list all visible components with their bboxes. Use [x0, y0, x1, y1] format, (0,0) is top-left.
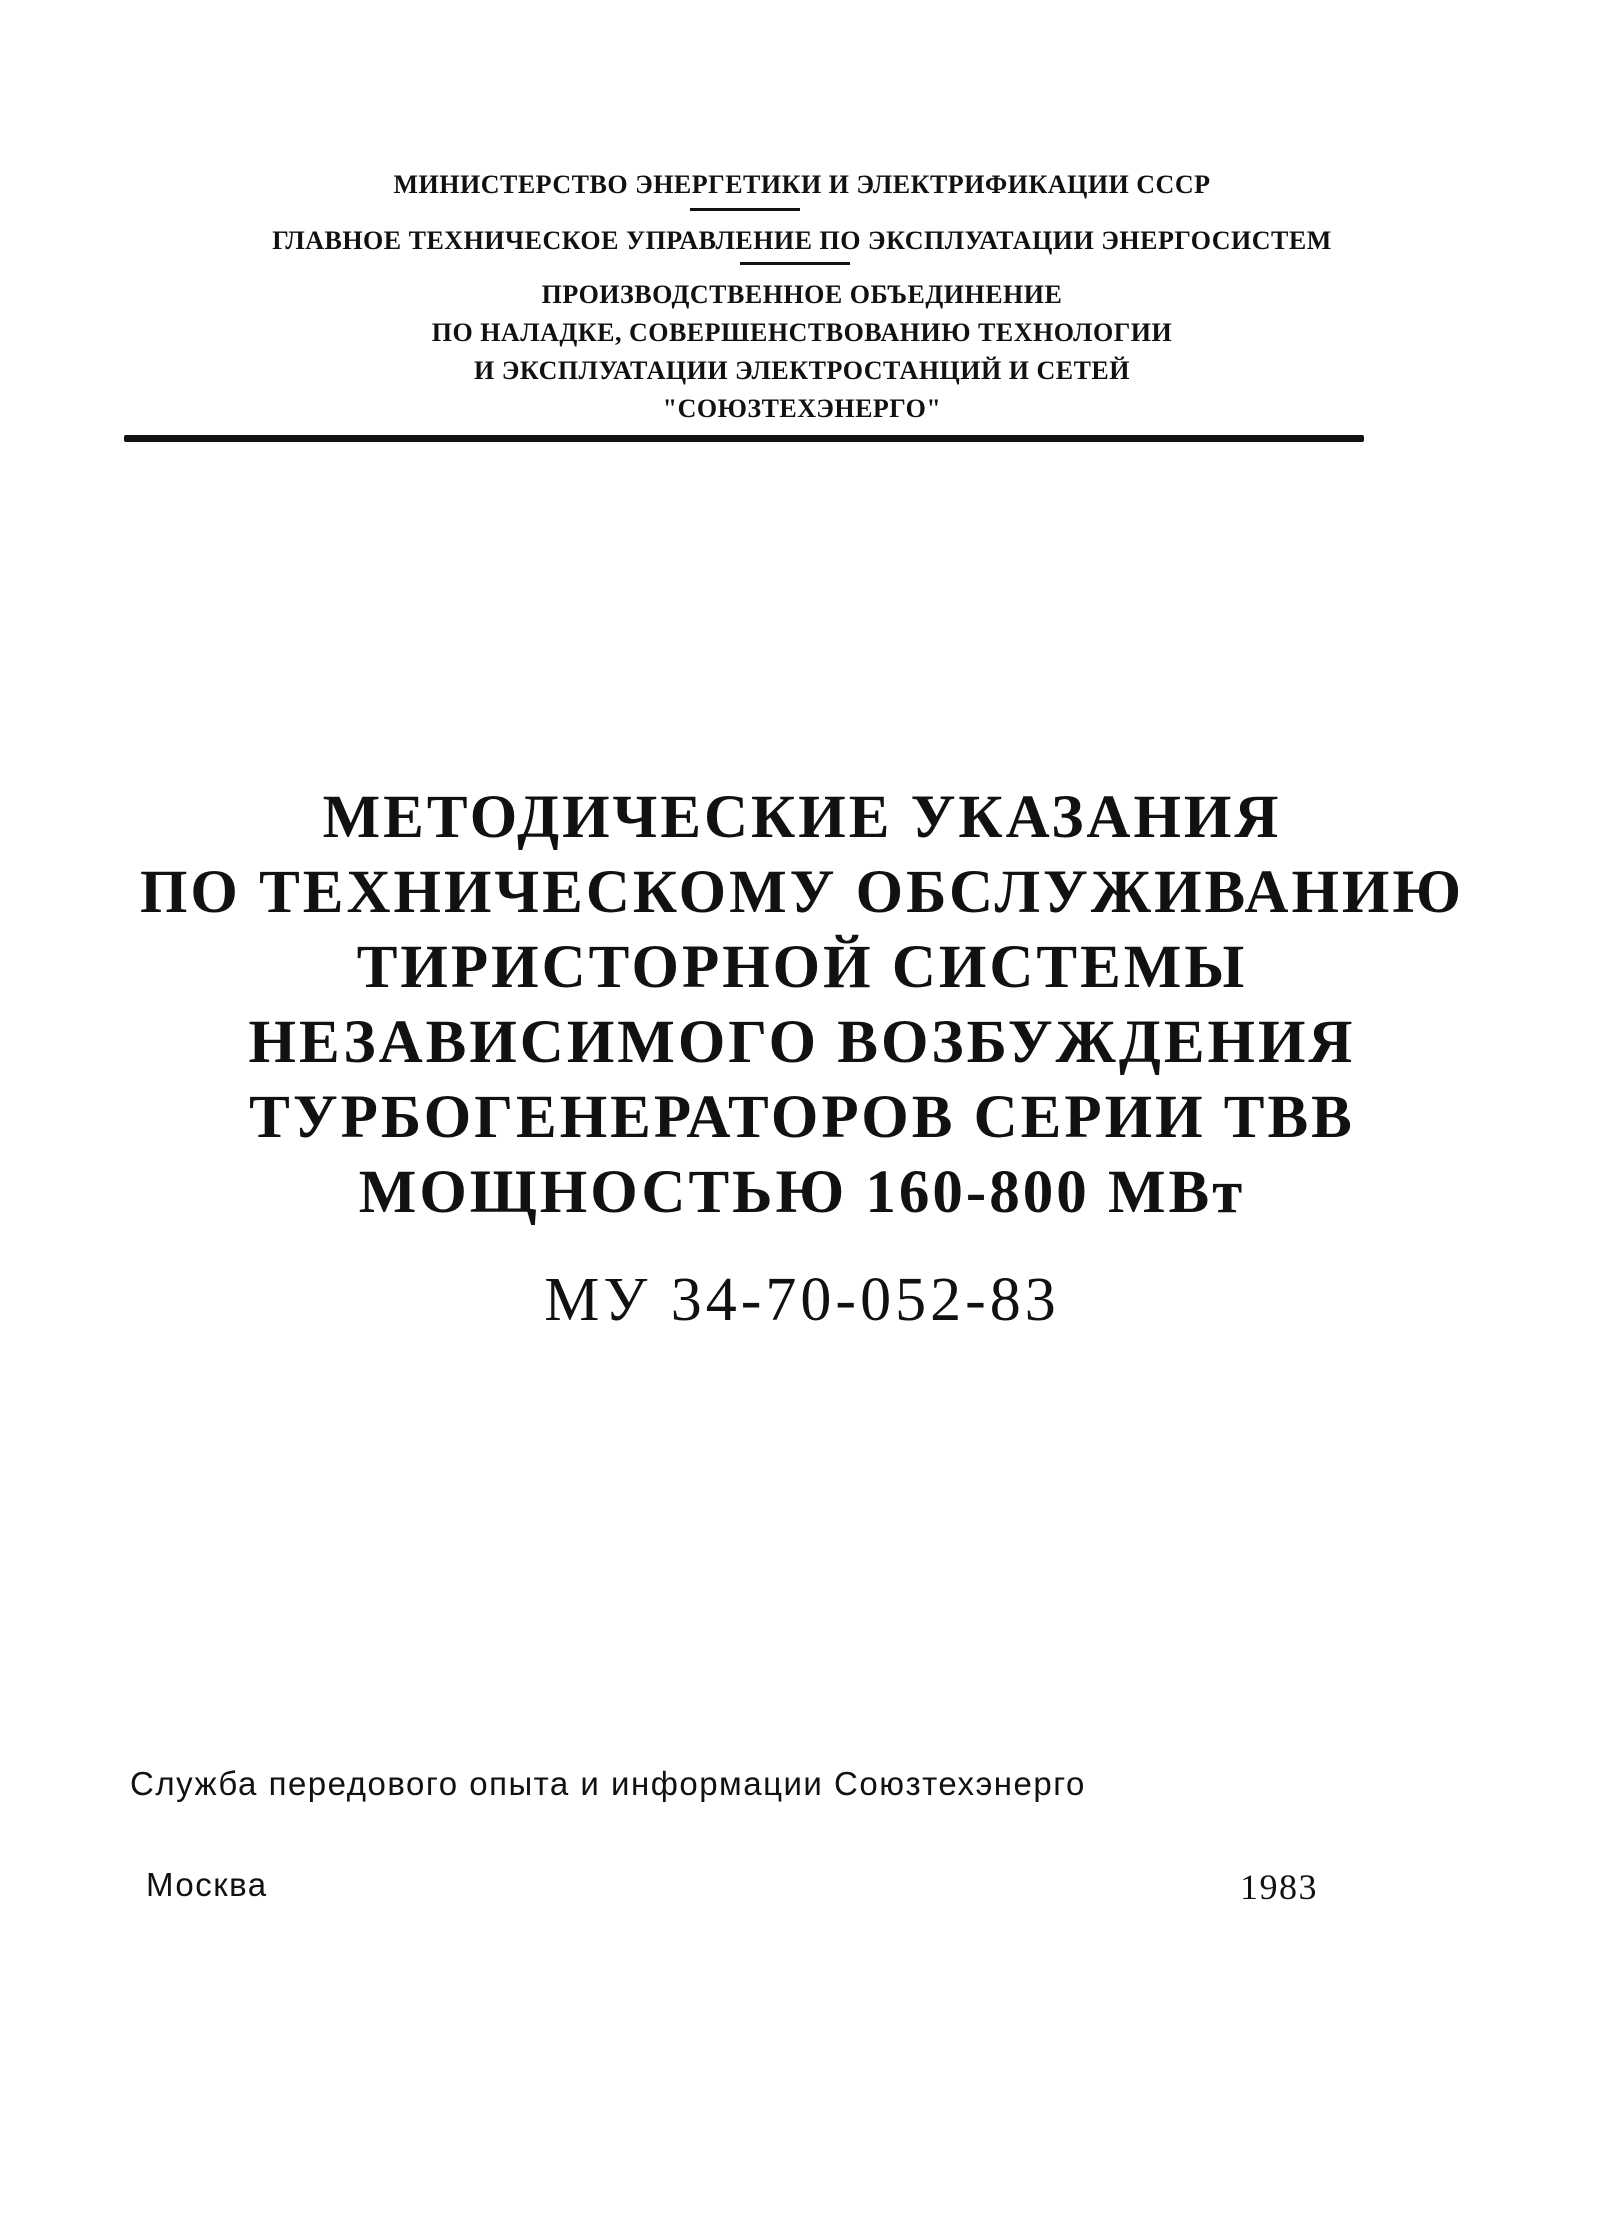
title-line-4: НЕЗАВИСИМОГО ВОЗБУЖДЕНИЯ [248, 1009, 1356, 1076]
org-line-3: И ЭКСПЛУАТАЦИИ ЭЛЕКТРОСТАНЦИЙ И СЕТЕЙ [474, 356, 1130, 385]
document-code: МУ 34-70-052-83 [544, 1266, 1060, 1334]
org-line-1: ПРОИЗВОДСТВЕННОЕ ОБЪЕДИНЕНИЕ [541, 280, 1063, 309]
title-line-5: ТУРБОГЕНЕРАТОРОВ СЕРИИ ТВВ [249, 1084, 1355, 1151]
title-line-1: МЕТОДИЧЕСКИЕ УКАЗАНИЯ [322, 784, 1282, 851]
separator-dash [690, 208, 800, 211]
title-line-2: ПО ТЕХНИЧЕСКОМУ ОБСЛУЖИВАНИЮ [139, 859, 1465, 926]
city: Москва [146, 1866, 268, 1903]
department-line: ГЛАВНОЕ ТЕХНИЧЕСКОЕ УПРАВЛЕНИЕ ПО ЭКСПЛУАТАЦИИ ЭНЕРГОСИСТЕМ [272, 226, 1332, 255]
ministry-line: МИНИСТЕРСТВО ЭНЕРГЕТИКИ И ЭЛЕКТРИФИКАЦИИ СССР [393, 170, 1211, 199]
org-line-2: ПО НАЛАДКЕ, СОВЕРШЕНСТВОВАНИЮ ТЕХНОЛОГИИ [431, 318, 1173, 347]
separator-dash [740, 262, 850, 265]
org-name-line: "СОЮЗТЕХЭНЕРГО" [662, 394, 942, 423]
publisher-line: Служба передового опыта и информации Союзтехэнерго [130, 1765, 1086, 1802]
title-line-3: ТИРИСТОРНОЙ СИСТЕМЫ [356, 934, 1248, 1001]
title-line-6: МОЩНОСТЬЮ 160-800 МВт [358, 1159, 1246, 1226]
year: 1983 [1240, 1867, 1318, 1907]
header-rule [124, 435, 1364, 442]
